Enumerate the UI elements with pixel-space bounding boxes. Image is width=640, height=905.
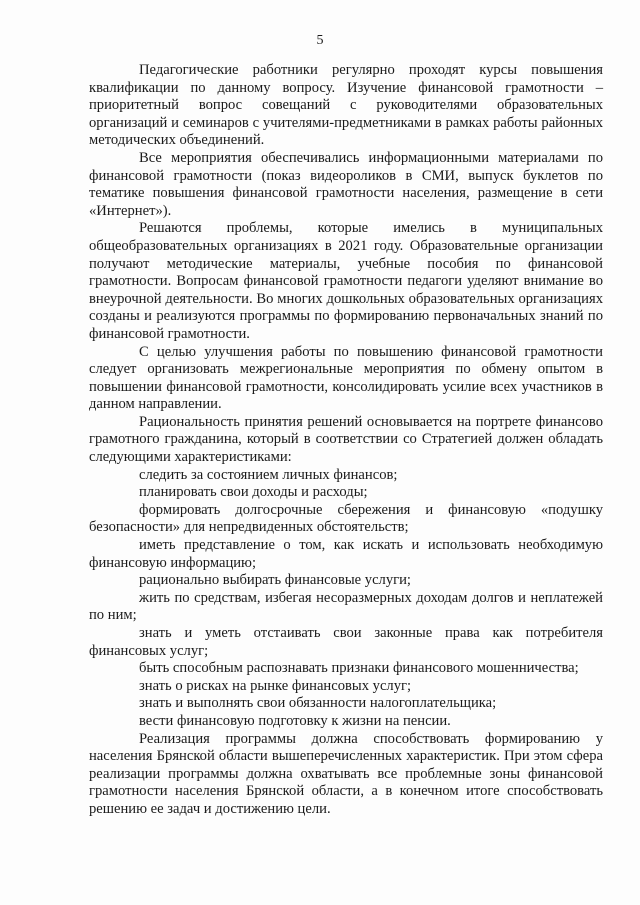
list-item: иметь представление о том, как искать и использовать необходимую финансовую информацию;: [89, 537, 603, 571]
paragraph: С целью улучшения работы по повышению финансовой грамотности следует организовать межрегиональные мероприятия по обмену опытом в повышении финансовой грамотности, консолидировать усилие всех участников в данном направлении.: [89, 343, 603, 413]
list-item: знать о рисках на рынке финансовых услуг;: [139, 677, 412, 694]
list-item: быть способным распознавать признаки финансового мошенничества;: [139, 660, 579, 677]
list-item: планировать свои доходы и расходы;: [139, 484, 368, 501]
list-item: вести финансовую подготовку к жизни на пенсии.: [139, 712, 451, 729]
list-item: жить по средствам, избегая несоразмерных доходам долгов и неплатежей по ним;: [89, 589, 603, 624]
list-item: знать и выполнять свои обязанности налогоплательщика;: [139, 695, 497, 712]
list-item: формировать долгосрочные сбережения и финансовую «подушку безопасности» для непредвиденных обстоятельств;: [89, 501, 603, 536]
closing-paragraph: Реализация программы должна способствовать формированию у населения Брянской области вышеперечисленных характеристик. При этом сфера реализации программы должна охватывать все проблемные зоны финансовой грамотности населения Брянской области, а в конечном итоге способствовать решению ее задач и достижению цели.: [89, 730, 603, 817]
paragraph: Все мероприятия обеспечивались информационными материалами по финансовой грамотности (показ видеороликов в СМИ, выпуск буклетов по тематике повышения финансовой грамотности населения, размещение в сети «Интернет»).: [89, 149, 603, 219]
list-item: знать и уметь отстаивать свои законные права как потребителя финансовых услуг;: [89, 625, 603, 659]
paragraph: Решаются проблемы, которые имелись в муниципальных общеобразовательных организациях в 2021 году. Образовательные организации получают методические материалы, учебные пособия по финансовой грамотности. Вопросам финансовой грамотности педагоги уделяют внимание во внеурочной деятельности. Во многих дошкольных образовательных организациях созданы и реализуются программы по формированию первоначальных знаний по финансовой грамотности.: [89, 220, 603, 342]
paragraph: Педагогические работники регулярно проходят курсы повышения квалификации по данному вопросу. Изучение финансовой грамотности – приоритетный вопрос совещаний с руководителями образовательных организаций и семинаров с учителями-предметниками в рамках работы районных методических объединений.: [89, 62, 603, 149]
list-item: рационально выбирать финансовые услуги;: [139, 572, 411, 589]
document-body: [89, 62, 603, 819]
list-item: следить за состоянием личных финансов;: [139, 466, 398, 483]
paragraph: Рациональность принятия решений основывается на портрете финансово грамотного гражданина, который в соответствии со Стратегией должен обладать следующими характеристиками:: [89, 413, 603, 466]
page-number: 5: [316, 33, 324, 48]
